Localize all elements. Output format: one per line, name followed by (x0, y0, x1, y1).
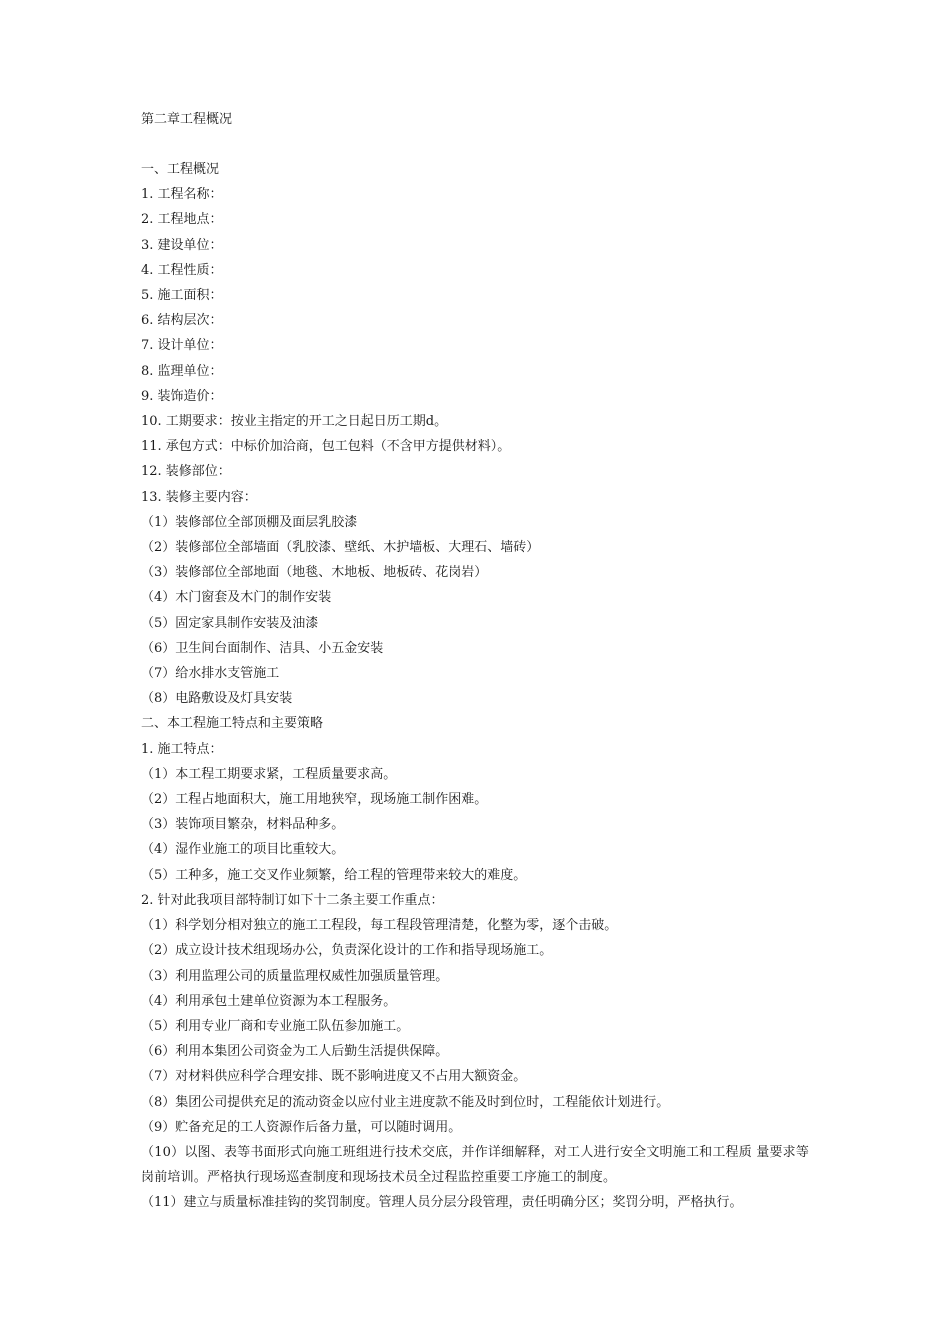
list-item: 1. 施工特点： (141, 741, 223, 757)
list-item: 6. 结构层次： (141, 313, 223, 329)
sub-list-item: （1）本工程工期要求紧，工程质量要求高。 (141, 766, 397, 782)
sub-list-item: （3）利用监理公司的质量监理权威性加强质量管理。 (141, 968, 449, 984)
sub-list-item: （4）木门窗套及木门的制作安装 (141, 590, 332, 606)
sub-list-item: （3）装饰项目繁杂，材料品种多。 (141, 817, 345, 833)
sub-list-item: （11）建立与质量标准挂钩的奖罚制度。管理人员分层分段管理，责任明确分区；奖罚分明，严格执行。 (141, 1195, 743, 1211)
section-heading-2: 二、本工程施工特点和主要策略 (141, 716, 324, 732)
sub-list-item: （8）电路敷设及灯具安装 (141, 691, 293, 707)
list-item: 2. 工程地点： (141, 212, 223, 228)
list-item: 1. 工程名称： (141, 187, 223, 203)
list-item: 9. 装饰造价： (141, 388, 223, 404)
list-item: 7. 设计单位： (141, 338, 223, 354)
list-item: 3. 建设单位： (141, 237, 223, 253)
list-item: 5. 施工面积： (141, 288, 223, 304)
sub-list-item: （5）固定家具制作安装及油漆 (141, 615, 319, 631)
sub-list-item: （8）集团公司提供充足的流动资金以应付业主进度款不能及时到位时，工程能依计划进行。 (141, 1094, 670, 1110)
sub-list-item: （5）工种多，施工交叉作业频繁，给工程的管理带来较大的难度。 (141, 867, 527, 883)
sub-list-item: （3）装修部位全部地面（地毯、木地板、地板砖、花岗岩） (141, 565, 488, 581)
list-item: 11. 承包方式：中标价加洽商，包工包料（不含甲方提供材料）。 (141, 439, 511, 455)
sub-list-item: （1）科学划分相对独立的施工工程段，每工程段管理清楚，化整为零，逐个击破。 (141, 918, 618, 934)
sub-list-item: （5）利用专业厂商和专业施工队伍参加施工。 (141, 1018, 410, 1034)
sub-list-item-paragraph: （10）以图、表等书面形式向施工班组进行技术交底，并作详细解释，对工人进行安全文明施工和工程质 量要求等岗前培训。严格执行现场巡查制度和现场技术员全过程监控重要工序施工的制度。 (141, 1144, 810, 1186)
sub-list-item: （1）装修部位全部顶棚及面层乳胶漆 (141, 514, 358, 530)
sub-list-item: （7）对材料供应科学合理安排、既不影响进度又不占用大额资金。 (141, 1069, 527, 1085)
sub-list-item: （6）卫生间台面制作、洁具、小五金安装 (141, 640, 384, 656)
sub-list-item: （4）湿作业施工的项目比重较大。 (141, 842, 345, 858)
list-item: 12. 装修部位： (141, 464, 231, 480)
sub-list-item: （6）利用本集团公司资金为工人后勤生活提供保障。 (141, 1044, 449, 1060)
sub-list-item: （2）装修部位全部墙面（乳胶漆、壁纸、木护墙板、大理石、墙砖） (141, 540, 540, 556)
chapter-title: 第二章工程概况 (141, 112, 233, 127)
list-item: 13. 装修主要内容： (141, 489, 257, 505)
document-page (141, 107, 821, 1216)
list-item: 2. 针对此我项目部特制订如下十二条主要工作重点： (141, 892, 444, 908)
list-item: 8. 监理单位： (141, 363, 223, 379)
section-heading-1: 一、工程概况 (141, 162, 220, 177)
sub-list-item: （2）成立设计技术组现场办公，负责深化设计的工作和指导现场施工。 (141, 943, 553, 959)
sub-list-item: （4）利用承包土建单位资源为本工程服务。 (141, 993, 397, 1009)
sub-list-item: （7）给水排水支管施工 (141, 666, 280, 682)
list-item: 10. 工期要求：按业主指定的开工之日起日历工期d。 (141, 414, 448, 430)
list-item: 4. 工程性质： (141, 262, 223, 278)
sub-list-item: （2）工程占地面积大，施工用地狭窄，现场施工制作困难。 (141, 792, 488, 808)
sub-list-item: （9）贮备充足的工人资源作后备力量，可以随时调用。 (141, 1119, 462, 1135)
